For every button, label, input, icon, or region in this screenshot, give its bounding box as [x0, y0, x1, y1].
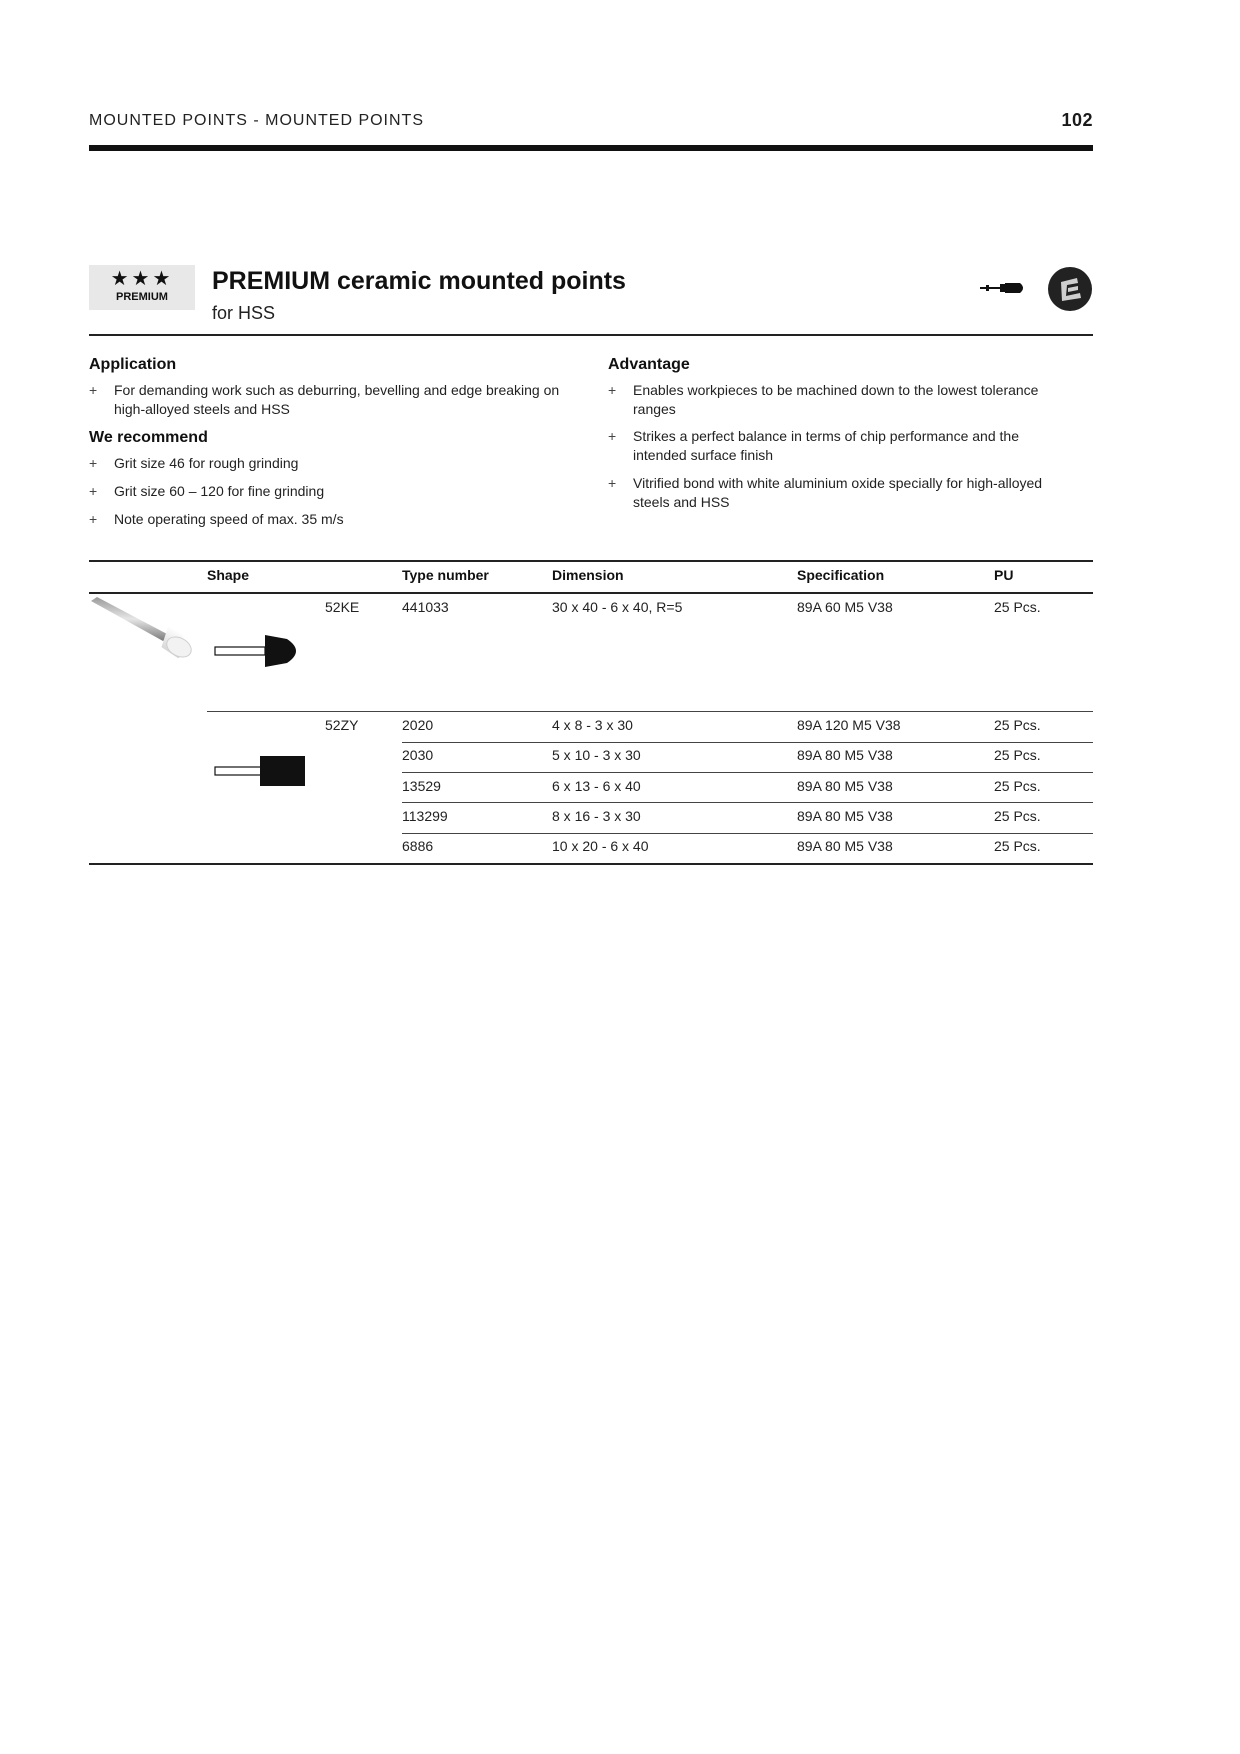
cell-type-number: 6886: [402, 838, 434, 854]
running-title: MOUNTED POINTS - MOUNTED POINTS: [89, 112, 424, 129]
shape-drawing-52ke: [213, 633, 305, 669]
cell-specification: 89A 80 M5 V38: [797, 808, 893, 824]
recommend-item: [89, 510, 589, 530]
recommend-heading: We recommend: [89, 429, 208, 446]
group-separator-rule: [207, 711, 1093, 712]
recommend-item: [89, 454, 589, 474]
plus-icon: +: [608, 428, 617, 444]
application-item-line-2: high-alloyed steels and HSS: [114, 401, 290, 417]
header-rule: [89, 145, 1093, 151]
page-number: 102: [1061, 110, 1093, 130]
cell-type-number: 2020: [402, 717, 434, 733]
column-header-type-number: Type number: [402, 567, 489, 583]
advantage-item: [608, 381, 1093, 421]
cell-pu: 25 Pcs.: [994, 747, 1041, 763]
advantage-heading: Advantage: [608, 356, 690, 373]
cell-pu: 25 Pcs.: [994, 838, 1041, 854]
cell-specification: 89A 60 M5 V38: [797, 599, 893, 615]
table-bottom-rule: [89, 863, 1093, 865]
cell-dimension: 4 x 8 - 3 x 30: [552, 717, 633, 733]
shape-code: 52KE: [325, 599, 360, 615]
row-rule: [402, 833, 1093, 834]
heading-rule: [89, 334, 1093, 336]
cell-type-number: 2030: [402, 747, 434, 763]
advantage-item-line-2: steels and HSS: [633, 494, 730, 510]
advantage-item-line-2: ranges: [633, 401, 676, 417]
cell-pu: 25 Pcs.: [994, 599, 1041, 615]
row-rule: [402, 802, 1093, 803]
plus-icon: +: [89, 455, 98, 471]
row-rule: [402, 742, 1093, 743]
advantage-item: [608, 474, 1093, 514]
recommend-item: [89, 482, 589, 502]
advantage-item-line-1: Enables workpieces to be machined down to the lowest tolerance: [633, 382, 1039, 398]
cell-specification: 89A 80 M5 V38: [797, 747, 893, 763]
cell-dimension: 30 x 40 - 6 x 40, R=5: [552, 599, 683, 615]
cell-specification: 89A 80 M5 V38: [797, 778, 893, 794]
cell-dimension: 10 x 20 - 6 x 40: [552, 838, 649, 854]
plus-icon: +: [89, 483, 98, 499]
cell-pu: 25 Pcs.: [994, 778, 1041, 794]
plus-icon: +: [608, 382, 617, 398]
column-header-shape: Shape: [207, 567, 250, 583]
plus-icon: +: [89, 382, 98, 398]
advantage-item-line-1: Strikes a perfect balance in terms of chip performance and the: [633, 428, 1019, 444]
recommend-item-text: Grit size 60 – 120 for fine grinding: [114, 483, 325, 499]
cell-type-number: 113299: [402, 808, 448, 824]
cell-type-number: 13529: [402, 778, 441, 794]
recommend-item-text: Note operating speed of max. 35 m/s: [114, 511, 344, 527]
product-photo: [89, 595, 197, 667]
cell-type-number: 441033: [402, 599, 449, 615]
cell-dimension: 8 x 16 - 3 x 30: [552, 808, 641, 824]
table-top-rule: [89, 560, 1093, 562]
premium-badge: [89, 265, 195, 310]
header-bottom-rule: [89, 592, 1093, 594]
advantage-item-line-2: intended surface finish: [633, 447, 774, 463]
shape-drawing-52zy: [213, 754, 305, 788]
column-header-specification: Specification: [797, 567, 885, 583]
cell-dimension: 6 x 13 - 6 x 40: [552, 778, 641, 794]
cell-specification: 89A 80 M5 V38: [797, 838, 893, 854]
column-header-pu: PU: [994, 567, 1014, 583]
column-header-dimension: Dimension: [552, 567, 624, 583]
application-heading: Application: [89, 356, 177, 373]
advantage-item: [608, 427, 1093, 467]
cell-dimension: 5 x 10 - 3 x 30: [552, 747, 641, 763]
plus-icon: +: [608, 475, 617, 491]
shape-code: 52ZY: [325, 717, 359, 733]
running-header: [89, 112, 1093, 132]
cell-pu: 25 Pcs.: [994, 808, 1041, 824]
product-title: PREMIUM ceramic mounted points: [212, 267, 626, 295]
application-item: [89, 381, 609, 421]
cell-pu: 25 Pcs.: [994, 717, 1041, 733]
row-rule: [402, 772, 1093, 773]
material-hss-icon: [1047, 266, 1093, 312]
premium-stars: ★★★: [110, 268, 174, 290]
recommend-item-text: Grit size 46 for rough grinding: [114, 455, 299, 471]
advantage-item-line-1: Vitrified bond with white aluminium oxide specially for high-alloyed: [633, 475, 1043, 491]
mounted-point-tool-icon: [980, 281, 1026, 295]
application-item-line-1: For demanding work such as deburring, bevelling and edge breaking on: [114, 382, 560, 398]
premium-label: PREMIUM: [116, 291, 168, 303]
plus-icon: +: [89, 511, 98, 527]
cell-specification: 89A 120 M5 V38: [797, 717, 901, 733]
product-subtitle: for HSS: [212, 303, 276, 323]
